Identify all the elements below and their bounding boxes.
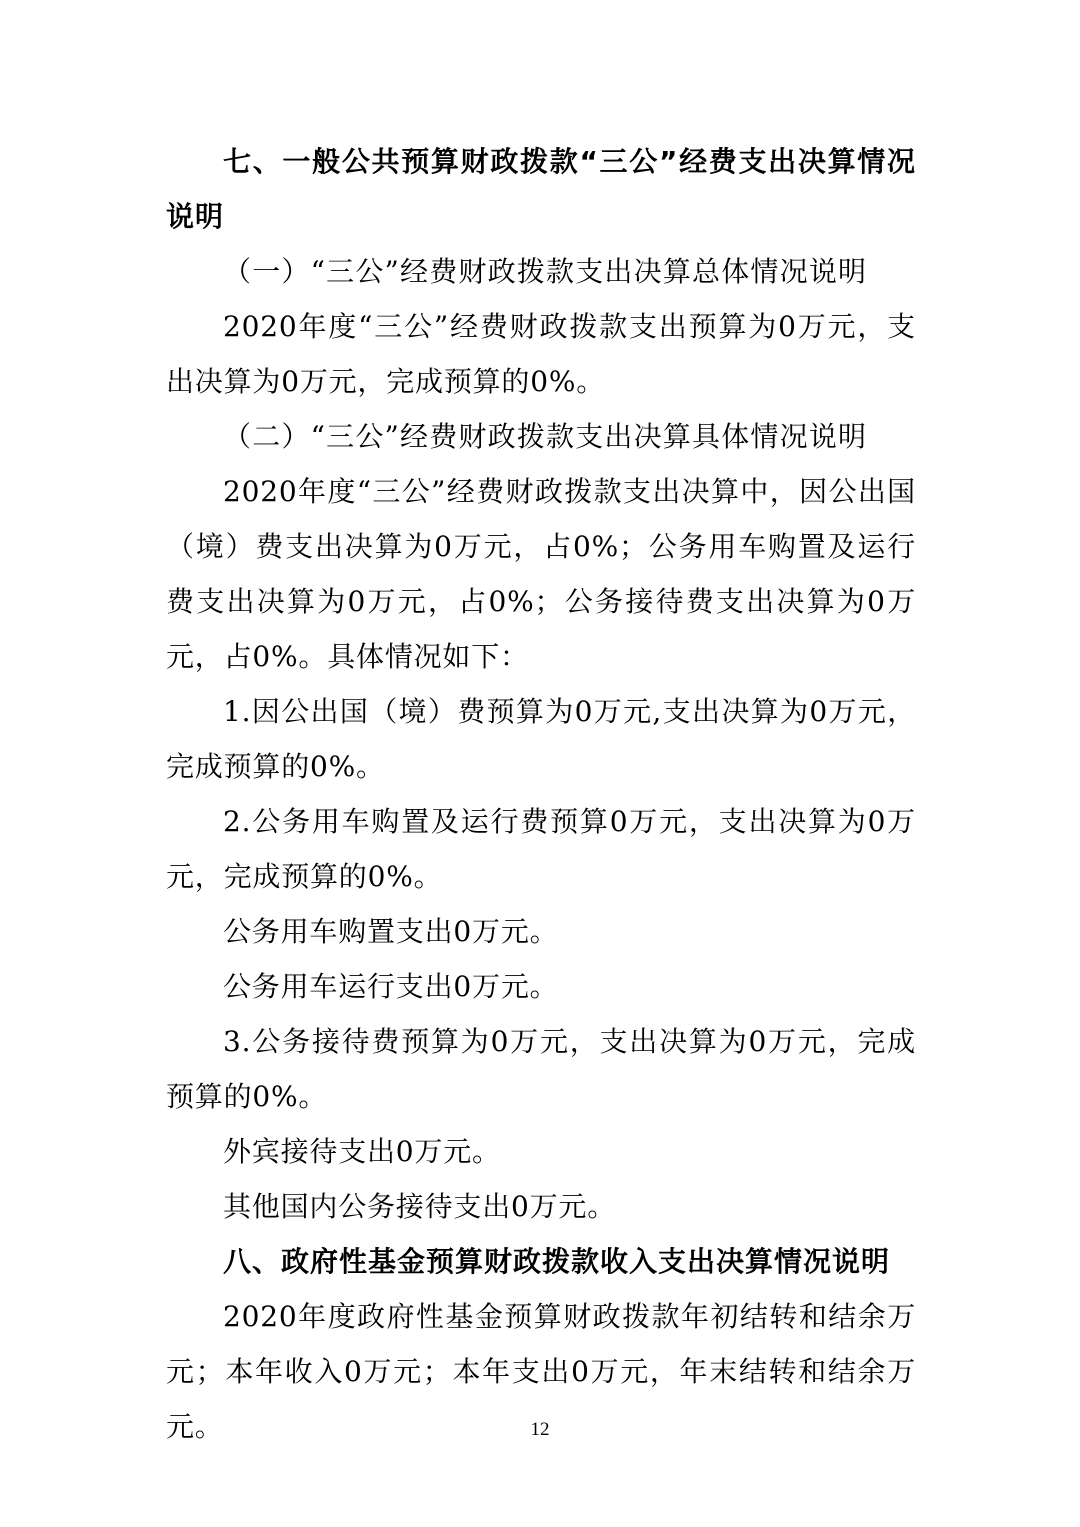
section-7-heading: 七、一般公共预算财政拨款“三公”经费支出决算情况说明 bbox=[166, 145, 916, 233]
item-3-domestic-reception: 其他国内公务接待支出0万元。 bbox=[223, 1190, 617, 1223]
section-7-subheading-2: （二）“三公”经费财政拨款支出决算具体情况说明 bbox=[223, 420, 868, 453]
section-8-heading: 八、政府性基金预算财政拨款收入支出决算情况说明 bbox=[223, 1245, 891, 1278]
item-2-vehicles: 2.公务用车购置及运行费预算0万元，支出决算为0万元，完成预算的0%。 bbox=[166, 805, 916, 893]
item-1-overseas: 1.因公出国（境）费预算为0万元,支出决算为0万元，完成预算的0%。 bbox=[166, 695, 916, 783]
section-8-paragraph: 2020年度政府性基金预算财政拨款年初结转和结余万元；本年收入0万元；本年支出0万元，年末结转和结余万元。 bbox=[166, 1300, 916, 1443]
document-body bbox=[166, 134, 916, 1454]
section-7-paragraph-1: 2020年度“三公”经费财政拨款支出预算为0万元，支出决算为0万元，完成预算的0%。 bbox=[166, 310, 916, 398]
section-7-subheading-1: （一）“三公”经费财政拨款支出决算总体情况说明 bbox=[223, 255, 868, 288]
item-3-foreign-guests: 外宾接待支出0万元。 bbox=[223, 1135, 501, 1168]
page-number: 12 bbox=[530, 1419, 550, 1440]
item-2-purchase: 公务用车购置支出0万元。 bbox=[223, 915, 559, 948]
section-7-paragraph-2: 2020年度“三公”经费财政拨款支出决算中，因公出国（境）费支出决算为0万元，占0%；公务用车购置及运行费支出决算为0万元，占0%；公务接待费支出决算为0万元，占0%。具体情况如下： bbox=[166, 475, 916, 673]
item-2-operation: 公务用车运行支出0万元。 bbox=[223, 970, 559, 1003]
item-3-reception: 3.公务接待费预算为0万元，支出决算为0万元，完成预算的0%。 bbox=[166, 1025, 916, 1113]
